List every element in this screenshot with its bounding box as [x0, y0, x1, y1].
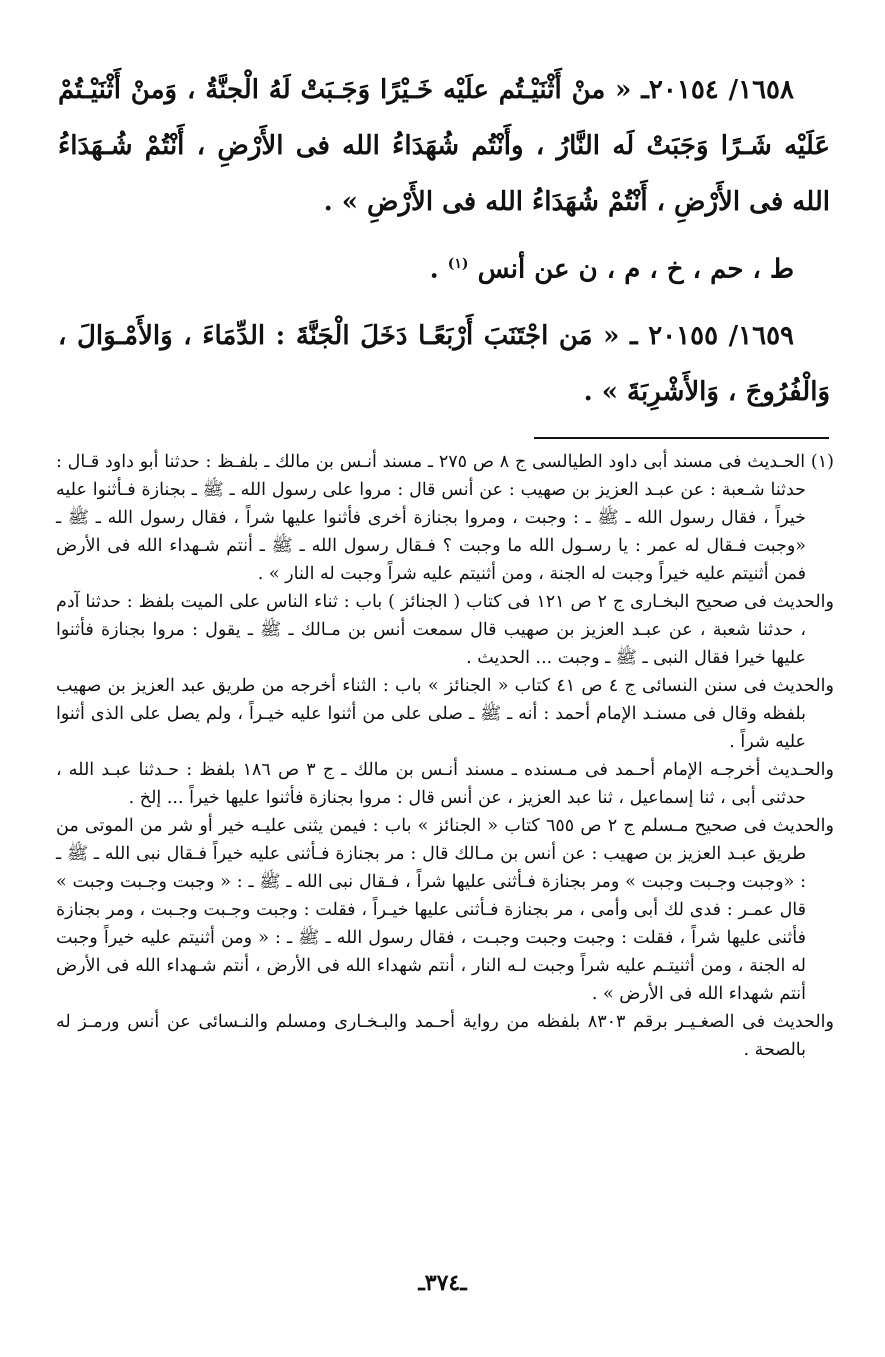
footnote-nasai: والحديث فى سنن النسائى ج ٤ ص ٤١ كتاب « الجنائز » باب : الثناء أخرجه من طريق عبد العزيز بن صهيب بلفظه وقال فى مسنـد الإمام أحمد : أنه ـ ﷺ ـ صلى على من أثنوا عليه خيـراً ، ولم يصل على الذى أثنوا عليه شراً .: [56, 676, 834, 752]
footnote-bukhari: والحديث فى صحيح البخـارى ج ٢ ص ١٢١ فى كتاب ( الجنائز ) باب : ثناء الناس على الميت بلفظ : حدثنا آدم ، حدثنا شعبة ، عن عبـد العزيز بن صهيب قال سمعت أنس بن مـالك ـ ﷺ ـ يقول : مروا بجنازة فأثنوا عليها خيرا فقال النبى ـ ﷺ ـ وجبت ... الحديث .: [56, 592, 834, 668]
page-number: ـ٣٧٤ـ: [418, 1270, 467, 1296]
footnotes: [56, 448, 834, 1064]
footnote-separator: [534, 437, 829, 439]
hadith-1659: ١٦٥٩/ ٢٠١٥٥ ـ « مَن اجْتَنَبَ أَرْبَعًـا دَخَلَ الْجَنَّةَ : الدِّمَاءَ ، وَالأَمْـوَالَ ، وَالْفُرُوجَ ، وَالأَشْرِبَةَ » .: [58, 320, 830, 407]
footnote-reference: (١): [447, 256, 469, 272]
hadith-1658: ١٦٥٨/ ٢٠١٥٤ـ « منْ أَثْنَيْـتُم علَيْه خَـيْرًا وَجَـبَتْ لَهُ الْجنَّةُ ، وَمنْ أَثْنَيْـتُمْ عَلَيْه شَـرًا وَجَبَتْ لَه النَّارُ ، وأَنْتُم شُهَدَاءُ الله فى الأَرْضِ ، أَنْتُمْ شُـهَدَاءُ الله فى الأَرْضِ ، أَنْتُمْ شُهَدَاءُ الله فى الأَرْضِ » .: [58, 75, 831, 217]
footnote-1-tayalisi: (١) الحـديث فى مسند أبى داود الطيالسى ج ٨ ص ٢٧٥ ـ مسند أنـس بن مالك ـ بلفـظ : حدثنا أبو داود قـال : حدثنا شـعبة : عن عبـد العزيز بن صهيب : عن أنس قال : مروا على رسول الله ـ ﷺ ـ بجنازة فـأثنوا عليه خيراً ، فقال رسول الله ـ ﷺ ـ : وجبت ، ومروا بجنازة أخرى فأثنوا عليها شراً ، فقال رسول الله ـ ﷺ ـ «وجبت فـقال له عمر : يا رسـول الله ما وجبت ؟ فـقال رسول الله ـ ﷺ ـ أنتم شـهداء الله فى الأرض فمن أثنيتم عليه خيراً وجبت له الجنة ، ومن أثنيتم عليه شراً وجبت له النار » .: [56, 452, 834, 584]
hadith-1658-sources: [58, 236, 830, 298]
sources-text: ط ، حم ، خ ، م ، ن عن أنس: [468, 254, 794, 285]
footnote-ahmad: والحـديث أخرجـه الإمام أحـمد فى مـسنده ـ مسند أنـس بن مالك ـ ج ٣ ص ١٨٦ بلفظ : حـدثنا عبـد الله ، حدثنى أبى ، ثنا إسماعيل ، ثنا عبد العزيز ، عن أنس قال : مروا بجنازة فأثنوا عليها خيراً ... إلخ .: [56, 760, 834, 808]
main-text: [58, 62, 830, 420]
footnote-muslim: والحديث فى صحيح مـسلم ج ٢ ص ٦٥٥ كتاب « الجنائز » باب : فيمن يثنى عليـه خير أو شر من الموتى من طريق عبـد العزيز بن صهيب : عن أنس بن مـالك قال : مر بجنازة فـأثنى عليه خيراً فـقال نبى الله ـ ﷺ ـ : «وجبت وجـبت وجبت » ومر بجنازة فـأثنى عليها شراً ، فـقال نبى الله ـ ﷺ ـ : « وجبت وجـبت وجبت » قال عمـر : فدى لك أبى وأمى ، مر بجنازة فـأثنى عليها خيـراً ، فقلت : وجبت وجـبت وجـبت ، ومر بجنازة فأثنى عليها شراً ، فقلت : وجبت وجبت وجبـت ، فقال رسول الله ـ ﷺ ـ : « ومن أثنيتم عليه خيراً وجبت له الجنة ، ومن أثنيتـم عليه شراً وجبت لـه النار ، أنتم شهداء الله فى الأرض ، أنتم شـهداء الله فى الأرض أنتم شهداء الله فى الأرض » .: [56, 816, 834, 1004]
footnote-saghir: والحديث فى الصغـيـر برقم ٨٣٠٣ بلفظه من رواية أحـمد والبـخـارى ومسلم والنـسائى عن أنس ورمـز له بالصحة .: [56, 1012, 834, 1060]
sources-end: .: [429, 254, 448, 285]
